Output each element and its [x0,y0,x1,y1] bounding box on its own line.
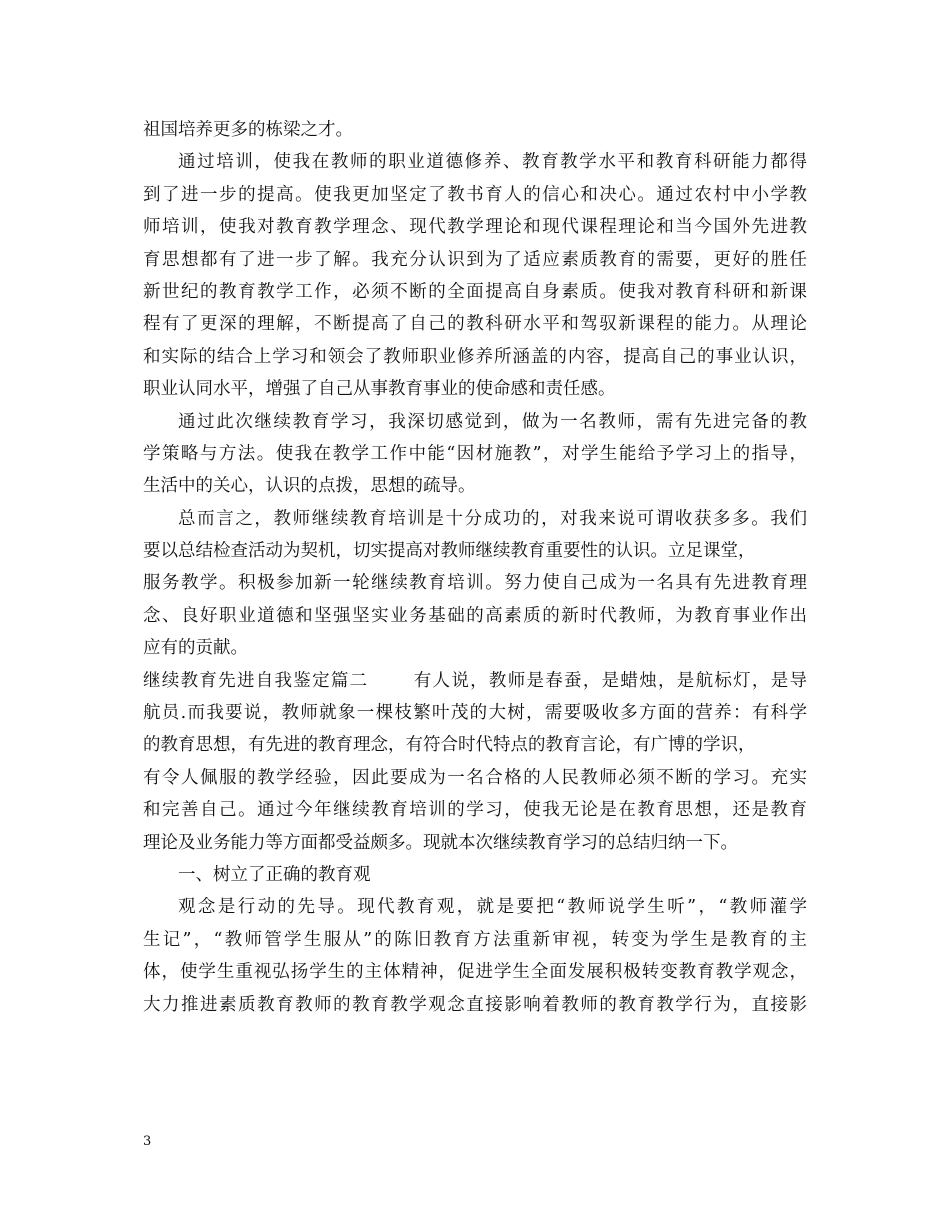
paragraph-block-1 [143,114,807,665]
text-line: 生活中的关心，认识的点拨，思想的疏导。 [143,476,476,497]
section-intro-text: 有人说，教师是春蚕，是蜡烛，是航标灯，是导 [412,670,807,691]
text-line: 总而言之，教师继续教育培训是十分成功的，对我来说可谓收获多多。我们 [178,508,807,529]
text-line: 一、树立了正确的教育观 [178,864,371,885]
text-line: 师培训，使我对教育教学理念、现代教学理论和现代课程理论和当今国外先进教 [143,217,807,238]
text-line: 体，使学生重视弘扬学生的主体精神，促进学生全面发展积极转变教育教学观念， [143,962,807,983]
text-line: 通过此次继续教育学习，我深切感觉到，做为一名教师，需有先进完备的教 [178,411,807,432]
page-number: 3 [143,1134,152,1149]
text-line: 的教育思想，有先进的教育理念，有符合时代特点的教育言论，有广博的学识， [143,735,756,756]
text-line: 和实际的结合上学习和领会了教师职业修养所涵盖的内容，提高自己的事业认识， [143,346,807,367]
document-body [143,114,807,1021]
text-line: 职业认同水平，增强了自己从事教育事业的使命感和责任感。 [143,379,616,400]
text-line: 要以总结检查活动为契机，切实提高对教师继续教育重要性的认识。立足课堂， [143,541,756,562]
text-line: 有令人佩服的教学经验，因此要成为一名合格的人民教师必须不断的学习。充实 [143,767,807,788]
text-line: 育思想都有了进一步了解。我充分认识到为了适应素质教育的需要，更好的胜任 [143,249,807,270]
text-line: 和完善自己。通过今年继续教育培训的学习，使我无论是在教育思想，还是教育 [143,800,807,821]
text-line: 到了进一步的提高。使我更加坚定了教书育人的信心和决心。通过农村中小学教 [143,184,807,205]
text-line: 航员.而我要说，教师就象一棵枝繁叶茂的大树，需要吸收多方面的营养：有科学 [143,703,807,724]
text-line: 理论及业务能力等方面都受益颇多。现就本次继续教育学习的总结归纳一下。 [143,832,738,853]
text-line: 大力推进素质教育教师的教育教学观念直接影响着教师的教育教学行为，直接影 [143,994,807,1015]
text-line: 念、良好职业道德和坚强坚实业务基础的高素质的新时代教师，为教育事业作出 [143,605,807,626]
paragraph-block-2 [143,697,807,1021]
text-line: 祖国培养更多的栋梁之才。 [143,120,353,140]
section-title: 继续教育先进自我鉴定篇二 [143,670,369,691]
section-heading-line [143,665,807,697]
text-line: 服务教学。积极参加新一轮继续教育培训。努力使自己成为一名具有先进教育理 [143,573,807,594]
text-line: 程有了更深的理解，不断提高了自己的教科研水平和驾驭新课程的能力。从理论 [143,314,807,335]
text-line: 学策略与方法。使我在教学工作中能“因材施教”，对学生能给予学习上的指导， [143,443,807,464]
text-line: 新世纪的教育教学工作，必须不断的全面提高自身素质。使我对教育科研和新课 [143,281,807,302]
text-line: 应有的贡献。 [143,638,248,659]
text-line: 生记”，“教师管学生服从”的陈旧教育方法重新审视，转变为学生是教育的主 [143,929,807,950]
text-line: 通过培训，使我在教师的职业道德修养、教育教学水平和教育科研能力都得 [178,152,807,173]
text-line: 观念是行动的先导。现代教育观，就是要把“教师说学生听”，“教师灌学 [178,897,807,918]
